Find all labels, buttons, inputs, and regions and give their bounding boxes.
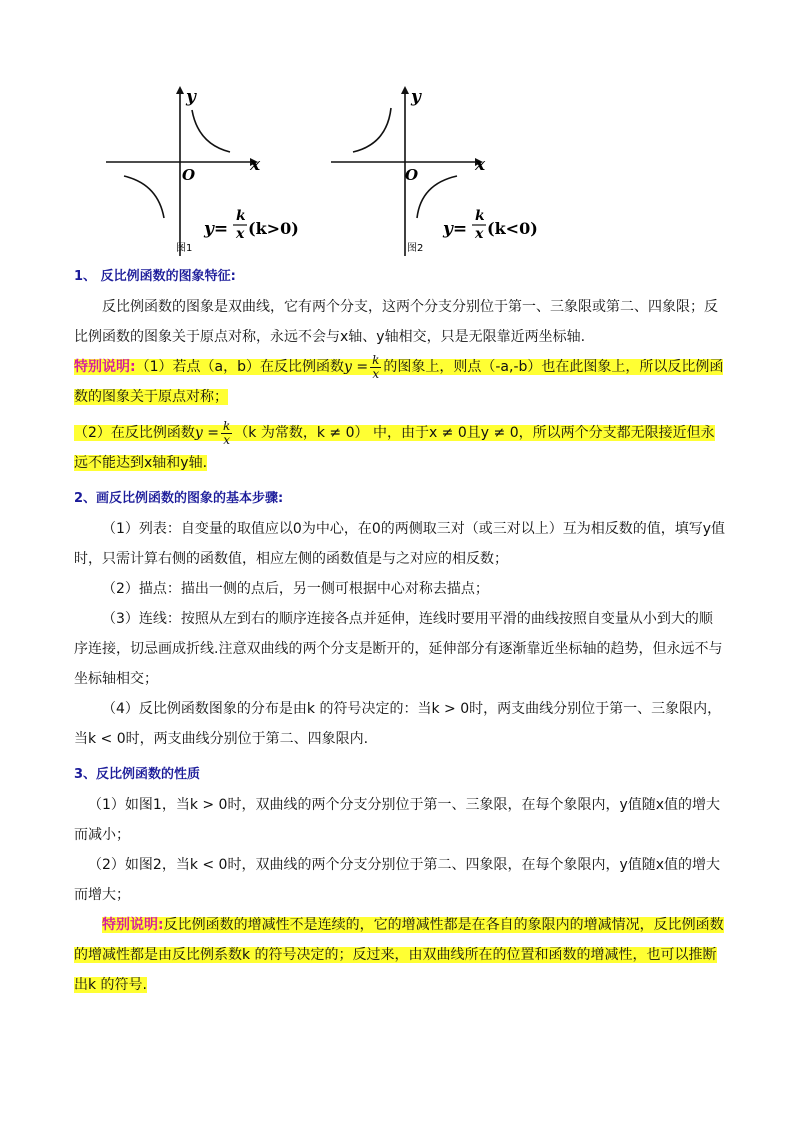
formula-lhs: y= [204,219,229,239]
section-3-property-1: （1）如图1，当k > 0时，双曲线的两个分支分别位于第一、三象限，在每个象限内，y值随x值的增大而减小； [74,797,721,843]
section-1-paragraph: 反比例函数的图象是双曲线，它有两个分支，这两个分支分别位于第一、三象限或第二、四象限；反比例函数的图象关于原点对称，永远不会与x轴、y轴相交，只是无限靠近两坐标轴. [74,299,718,345]
x-axis-label: x [475,155,486,175]
section-3-property-2: （2）如图2，当k < 0时，双曲线的两个分支分别位于第二、四象限，在每个象限内，y值随x值的增大而增大； [74,857,721,903]
formula-num: k [475,208,485,224]
section-2-step-2: （2）描点：描出一侧的点后，另一侧可根据中心对称去描点； [102,581,489,597]
formula-lhs: y= [443,219,468,239]
fraction-k-over-x: $\frac{k}{x}$ [372,352,380,381]
formula-den: x [475,226,484,242]
figure-caption: 图2 [407,243,424,254]
note-label: 特别说明: [74,359,136,375]
formula-den: x [236,226,245,242]
document-body [74,262,726,1000]
section-2-step-1: （1）列表：自变量的取值应以0为中心，在0的两侧取三对（或三对以上）互为相反数的值，填写y值时，只需计算右侧的函数值，相应左侧的函数值是与之对应的相反数； [74,521,726,567]
formula-cond: (k<0) [487,219,538,238]
origin-label: O [182,166,196,184]
section-2-step-4: （4）反比例函数图象的分布是由k 的符号决定的：当k > 0时，两支曲线分别位于第一、三象限内，当k < 0时，两支曲线分别位于第二、四象限内. [74,701,722,747]
formula-cond: (k>0) [248,219,299,238]
section-1-heading: 1、 反比例函数的图象特征: [74,269,236,284]
y-axis-label: y [411,87,421,107]
x-axis-label: x [250,155,261,175]
formula-num: k [236,208,246,224]
figure-1-hyperbola-k-positive [100,78,300,258]
section-3-note: 特别说明:反比例函数的增减性不是连续的，它的增减性都是在各自的象限内的增减情况，反比例函数的增减性都是由反比例系数k 的符号决定的；反过来，由双曲线所在的位置和函数的增减性，也可以推断出k 的符号. [74,917,724,993]
figures-row [100,78,550,258]
note-label: 特别说明: [102,917,164,933]
origin-label: O [405,166,419,184]
y-axis-label: y [186,87,196,107]
section-1-note-1: 特别说明:（1）若点（a，b）在反比例函数y = $\frac{k}{x}$ 的图象上，则点（-a,-b）也在此图象上，所以反比例函数的图象关于原点对称； [74,352,724,405]
section-2-step-3: （3）连线：按照从左到右的顺序连接各点并延伸，连线时要用平滑的曲线按照自变量从小到大的顺序连接，切忌画成折线.注意双曲线的两个分支是断开的，延伸部分有逐渐靠近坐标轴的趋势，但永远不与坐标轴相交； [74,611,723,687]
section-1-note-2: （2）在反比例函数y = $\frac{k}{x}$ （k 为常数，k ≠ 0） 中，由于x ≠ 0且y ≠ 0，所以两个分支都无限接近但永远不能达到x轴和y轴. [74,418,715,471]
section-2-heading: 2、画反比例函数的图象的基本步骤: [74,491,284,506]
figure-2-hyperbola-k-negative [325,78,550,258]
fraction-k-over-x: $\frac{k}{x}$ [223,418,231,447]
figure-caption: 图1 [176,243,193,254]
section-3-heading: 3、反比例函数的性质 [74,767,201,782]
